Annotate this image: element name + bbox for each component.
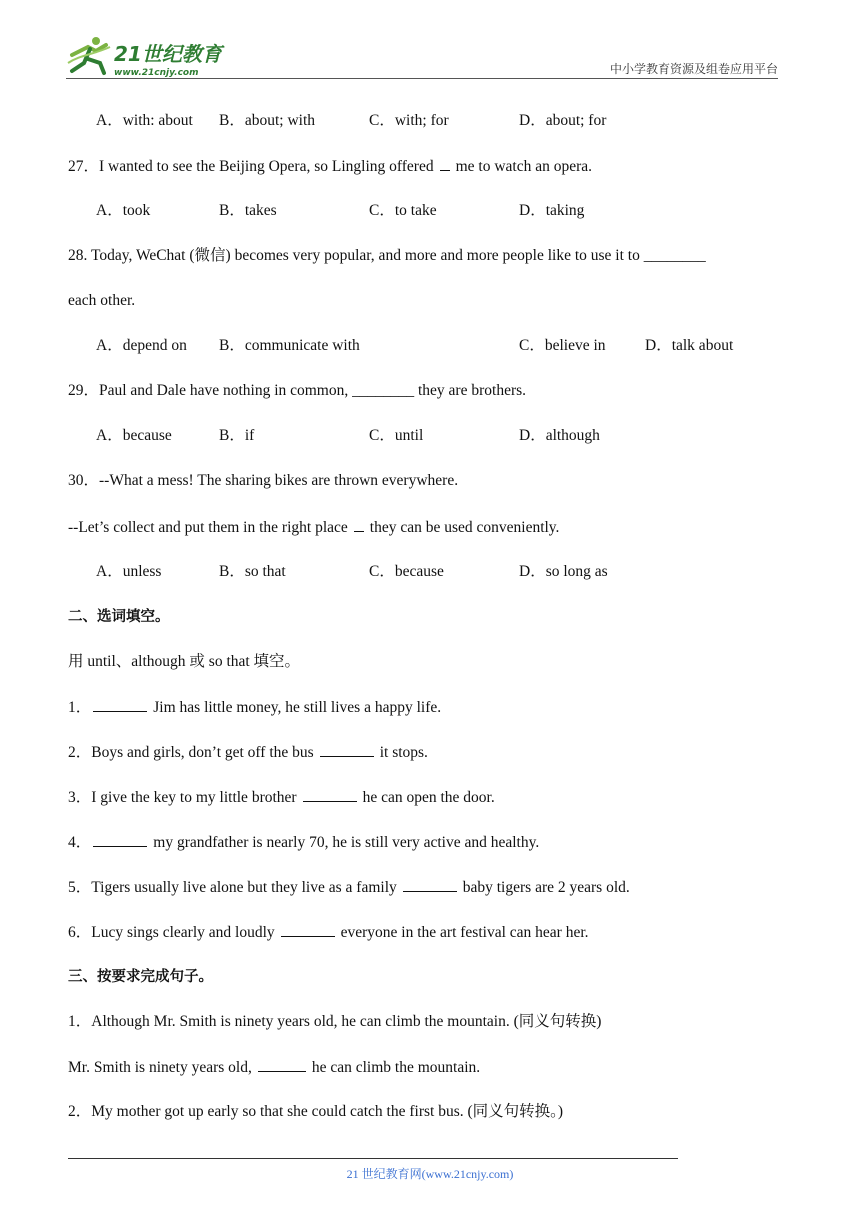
fill-item-4: 4． my grandfather is nearly 70, he is still very active and healthy. xyxy=(68,834,540,851)
q30-stem-line1: 30．--What a mess! The sharing bikes are thrown everywhere. xyxy=(68,472,459,489)
fill-item-6: 6．Lucy sings clearly and loudly everyone in the art festival can hear her. xyxy=(68,924,589,941)
q30-option-a: A．unless xyxy=(96,563,162,580)
q28-stem-line1: 28. Today, WeChat (微信) becomes very popular, and more and more people like to use it to ________ xyxy=(68,247,706,264)
q27-option-b: B．takes xyxy=(219,202,277,219)
q29-option-b: B．if xyxy=(219,427,255,444)
q27-option-d: D．taking xyxy=(519,202,585,219)
q29-option-c: C．until xyxy=(369,427,424,444)
answer-blank xyxy=(440,156,450,171)
rewrite-item-1: 1．Although Mr. Smith is ninety years old, he can climb the mountain. (同义句转换) xyxy=(68,1013,602,1030)
q28-option-a: A．depend on xyxy=(96,337,187,354)
q29-option-d: D．although xyxy=(519,427,600,444)
logo xyxy=(66,33,236,79)
q30-stem-line2: --Let’s collect and put them in the right place they can be used conveniently. xyxy=(68,519,560,536)
section2-title: 二、选词填空。 xyxy=(68,609,170,625)
q30-option-c: C．because xyxy=(369,563,444,580)
q30-option-d: D．so long as xyxy=(519,563,608,580)
q28-option-b: B．communicate with xyxy=(219,337,360,354)
fill-item-5: 5．Tigers usually live alone but they live as a family baby tigers are 2 years old. xyxy=(68,879,630,896)
rewrite-item-2: 2．My mother got up early so that she could catch the first bus. (同义句转换。) xyxy=(68,1103,564,1120)
q26-option-c: C．with; for xyxy=(369,112,449,129)
answer-blank xyxy=(281,922,335,937)
footer-divider xyxy=(68,1158,678,1159)
answer-blank xyxy=(403,877,457,892)
q28-option-d: D．talk about xyxy=(645,337,734,354)
q29-option-a: A．because xyxy=(96,427,172,444)
rewrite-answer-1: Mr. Smith is ninety years old, he can climb the mountain. xyxy=(68,1059,481,1076)
answer-blank xyxy=(303,787,357,802)
logo-url: www.21cnjy.com xyxy=(114,68,199,78)
fill-item-3: 3．I give the key to my little brother he can open the door. xyxy=(68,789,495,806)
section3-title: 三、按要求完成句子。 xyxy=(68,969,213,985)
platform-name: 中小学教育资源及组卷应用平台 xyxy=(609,62,778,76)
runner-icon xyxy=(68,37,110,73)
q30-option-b: B．so that xyxy=(219,563,286,580)
answer-blank xyxy=(93,832,147,847)
answer-blank xyxy=(354,517,364,532)
q26-option-d: D．about; for xyxy=(519,112,607,129)
q28-stem-line2: each other. xyxy=(68,292,136,309)
header-divider xyxy=(66,78,778,79)
answer-blank xyxy=(93,697,147,712)
q26-option-b: B．about; with xyxy=(219,112,316,129)
footer-text: 21 世纪教育网(www.21cnjy.com) xyxy=(346,1167,514,1181)
q27-option-a: A．took xyxy=(96,202,151,219)
fill-item-2: 2．Boys and girls, don’t get off the bus it stops. xyxy=(68,744,428,761)
q27-stem: 27．I wanted to see the Beijing Opera, so Lingling offered me to watch an opera. xyxy=(68,158,593,175)
fill-item-1: 1． Jim has little money, he still lives a happy life. xyxy=(68,699,442,716)
answer-blank xyxy=(258,1057,306,1072)
logo-text: 21世纪教育 xyxy=(114,42,222,66)
q28-option-c: C．believe in xyxy=(519,337,606,354)
section2-instruction: 用 until、although 或 so that 填空。 xyxy=(68,653,301,670)
answer-blank xyxy=(320,742,374,757)
q27-option-c: C．to take xyxy=(369,202,437,219)
q29-stem: 29．Paul and Dale have nothing in common, ________ they are brothers. xyxy=(68,382,527,399)
q26-option-a: A．with: about xyxy=(96,112,193,129)
